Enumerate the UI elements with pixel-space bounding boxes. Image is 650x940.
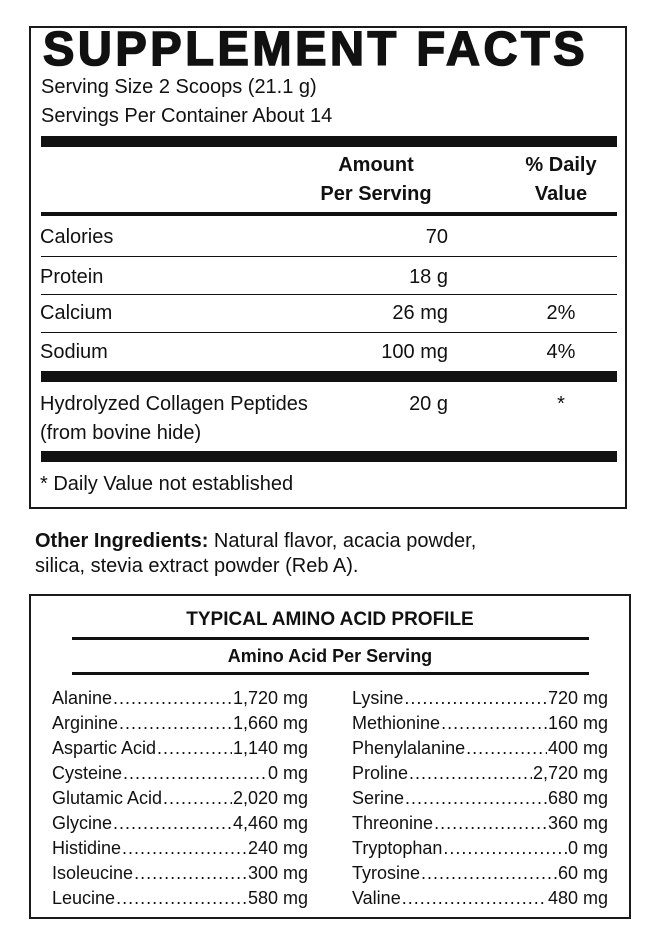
facts-title: SUPPLEMENT FACTS xyxy=(43,23,589,76)
amino-acid-name: Phenylalanine xyxy=(352,738,466,758)
row-divider xyxy=(41,256,617,257)
amino-acid-name: Alanine xyxy=(52,688,113,708)
amino-acid-value: 1,720 mg xyxy=(232,688,308,708)
dot-leader xyxy=(441,711,547,736)
dot-leader xyxy=(466,736,547,761)
dot-leader xyxy=(123,761,267,786)
footnote: * Daily Value not established xyxy=(40,473,294,495)
dot-leader xyxy=(402,886,547,911)
header-amount-line2: Per Serving xyxy=(320,183,432,205)
amino-acid-name: Serine xyxy=(352,788,405,808)
dot-leader xyxy=(157,736,232,761)
dot-leader xyxy=(443,836,567,861)
row-sodium-amount: 100 mg xyxy=(381,341,448,363)
thick-rule-top xyxy=(41,136,617,147)
amino-acid-value: 720 mg xyxy=(547,688,608,708)
amino-acid-name: Lysine xyxy=(352,688,404,708)
header-amount-line1: Amount xyxy=(338,154,414,176)
dot-leader xyxy=(434,811,547,836)
amino-acid-value: 240 mg xyxy=(247,838,308,858)
amino-acid-name: Valine xyxy=(352,888,401,908)
row-collagen-dv: * xyxy=(557,393,565,415)
amino-acid-value: 2,020 mg xyxy=(232,788,308,808)
amino-title: TYPICAL AMINO ACID PROFILE xyxy=(186,609,474,630)
row-protein-label: Protein xyxy=(40,266,104,288)
row-protein-amount: 18 g xyxy=(409,266,448,288)
amino-acid-row xyxy=(52,861,308,886)
other-ingredients-text-line2: silica, stevia extract powder (Reb A). xyxy=(35,555,359,577)
amino-acid-row xyxy=(352,886,608,911)
thick-rule-middle xyxy=(41,371,617,382)
amino-acid-name: Leucine xyxy=(52,888,116,908)
amino-rule-bottom xyxy=(72,672,589,675)
amino-acid-value: 360 mg xyxy=(547,813,608,833)
dot-leader xyxy=(134,861,247,886)
amino-subtitle: Amino Acid Per Serving xyxy=(227,646,433,666)
header-dv-line2: Value xyxy=(534,183,588,205)
amino-acid-row xyxy=(52,711,308,736)
amino-column-left xyxy=(52,686,308,911)
amino-acid-name: Proline xyxy=(352,763,409,783)
amino-acid-value: 480 mg xyxy=(547,888,608,908)
amino-acid-row xyxy=(52,686,308,711)
dot-leader xyxy=(122,836,247,861)
supplement-facts-panel xyxy=(29,23,627,509)
amino-acid-row xyxy=(352,761,608,786)
row-collagen-amount: 20 g xyxy=(409,393,448,415)
amino-acid-value: 580 mg xyxy=(247,888,308,908)
amino-acid-value: 160 mg xyxy=(547,713,608,733)
dot-leader xyxy=(405,786,547,811)
row-calcium-amount: 26 mg xyxy=(392,302,448,324)
amino-acid-value: 1,660 mg xyxy=(232,713,308,733)
amino-acid-value: 4,460 mg xyxy=(232,813,308,833)
amino-acid-value: 680 mg xyxy=(547,788,608,808)
amino-acid-row xyxy=(352,861,608,886)
amino-acid-value: 400 mg xyxy=(547,738,608,758)
amino-acid-name: Threonine xyxy=(352,813,434,833)
amino-acid-row xyxy=(52,836,308,861)
header-daily-value xyxy=(501,151,621,209)
servings-per-container: Servings Per Container About 14 xyxy=(41,105,333,127)
amino-acid-row xyxy=(352,811,608,836)
amino-acid-name: Arginine xyxy=(52,713,119,733)
amino-acid-value: 0 mg xyxy=(267,763,308,783)
amino-acid-row xyxy=(52,886,308,911)
other-ingredients-text-line1: Natural flavor, acacia powder, xyxy=(208,530,477,552)
amino-acid-row xyxy=(52,736,308,761)
header-rule xyxy=(41,212,617,216)
dot-leader xyxy=(113,811,232,836)
thick-rule-bottom xyxy=(41,451,617,462)
amino-acid-name: Glycine xyxy=(52,813,113,833)
row-sodium-label: Sodium xyxy=(40,341,108,363)
dot-leader xyxy=(116,886,247,911)
dot-leader xyxy=(421,861,557,886)
amino-acid-value: 0 mg xyxy=(567,838,608,858)
header-amount xyxy=(301,151,451,209)
amino-acid-name: Histidine xyxy=(52,838,122,858)
amino-acid-name: Methionine xyxy=(352,713,441,733)
amino-acid-row xyxy=(352,686,608,711)
other-ingredients xyxy=(35,529,595,579)
amino-column-right xyxy=(352,686,608,911)
dot-leader xyxy=(113,686,232,711)
dot-leader xyxy=(163,786,232,811)
amino-acid-row xyxy=(352,786,608,811)
row-calories-label: Calories xyxy=(40,226,114,248)
amino-acid-row xyxy=(352,736,608,761)
header-dv-line1: % Daily xyxy=(525,154,597,176)
row-divider xyxy=(41,294,617,295)
amino-acid-name: Aspartic Acid xyxy=(52,738,157,758)
row-calories-amount: 70 xyxy=(425,226,448,248)
collagen-label-line2: (from bovine hide) xyxy=(40,422,202,444)
dot-leader xyxy=(404,686,547,711)
amino-acid-row xyxy=(52,786,308,811)
amino-rule-top xyxy=(72,637,589,640)
row-divider xyxy=(41,332,617,333)
dot-leader xyxy=(119,711,232,736)
collagen-label-line1: Hydrolyzed Collagen Peptides xyxy=(40,393,308,415)
amino-acid-profile-panel xyxy=(29,594,631,919)
amino-acid-name: Tryptophan xyxy=(352,838,443,858)
row-collagen-label xyxy=(40,391,308,446)
other-ingredients-label: Other Ingredients: xyxy=(35,530,209,552)
amino-acid-value: 1,140 mg xyxy=(232,738,308,758)
amino-acid-name: Isoleucine xyxy=(52,863,134,883)
serving-size: Serving Size 2 Scoops (21.1 g) xyxy=(41,76,317,98)
amino-acid-name: Cysteine xyxy=(52,763,123,783)
dot-leader xyxy=(409,761,532,786)
row-sodium-dv: 4% xyxy=(546,341,576,363)
amino-acid-value: 300 mg xyxy=(247,863,308,883)
amino-acid-row xyxy=(52,811,308,836)
amino-acid-row xyxy=(352,711,608,736)
amino-acid-name: Glutamic Acid xyxy=(52,788,163,808)
row-calcium-label: Calcium xyxy=(40,302,113,324)
amino-acid-row xyxy=(52,761,308,786)
amino-acid-row xyxy=(352,836,608,861)
amino-acid-name: Tyrosine xyxy=(352,863,421,883)
row-calcium-dv: 2% xyxy=(546,302,576,324)
amino-acid-value: 2,720 mg xyxy=(532,763,608,783)
amino-acid-value: 60 mg xyxy=(557,863,608,883)
